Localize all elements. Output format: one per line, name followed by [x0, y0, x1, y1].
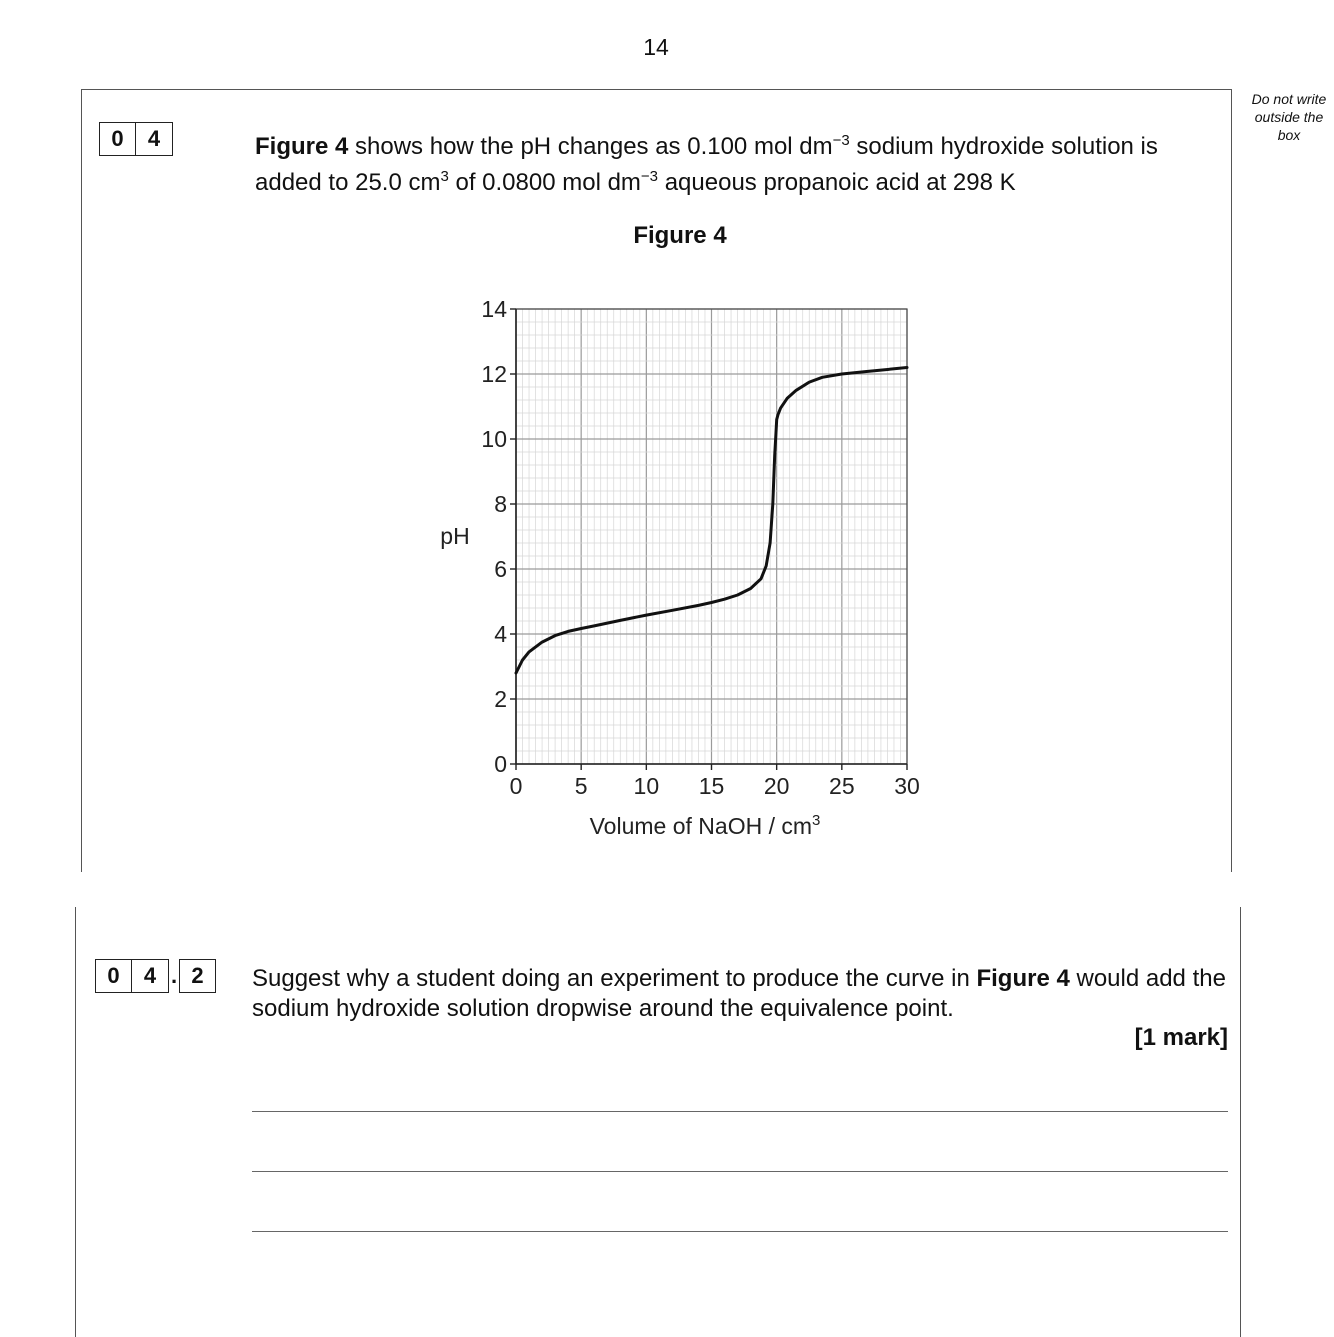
y-tick-label: 8	[494, 491, 507, 517]
x-tick-label: 20	[763, 773, 790, 799]
y-tick-label: 6	[494, 556, 507, 582]
question-number-digit: 4	[132, 959, 169, 993]
answer-line[interactable]	[252, 1171, 1228, 1172]
question-number-digit: 0	[99, 122, 136, 156]
y-axis-label: pH	[440, 523, 470, 549]
margin-note: Do not write outside the box	[1251, 91, 1327, 143]
superscript: 3	[440, 168, 449, 185]
y-tick-label: 2	[494, 686, 507, 712]
x-tick-label: 15	[698, 773, 725, 799]
x-axis-label	[590, 812, 821, 839]
mark-allocation: [1 mark]	[1134, 1024, 1228, 1051]
text-run: of 0.0800 mol dm	[448, 169, 641, 196]
superscript: −3	[640, 168, 659, 185]
y-tick-label: 14	[481, 296, 507, 322]
question-04-2-text	[252, 964, 1227, 1024]
y-tick-label: 12	[481, 361, 507, 387]
x-axis-label-superscript: 3	[812, 812, 821, 829]
x-tick-label: 5	[574, 773, 588, 799]
text-run: sodium hydroxide solution is added to 25.0 cm	[255, 133, 1158, 196]
question-number-04-2	[95, 959, 216, 993]
text-run: shows how the pH changes as 0.100 mol dm	[348, 133, 833, 160]
answer-line[interactable]	[252, 1111, 1228, 1112]
text-run: would add the sodium hydroxide solution dropwise around the equivalence point.	[252, 965, 1226, 1022]
x-tick-label: 25	[829, 773, 855, 799]
bold-reference: Figure 4	[976, 965, 1070, 992]
y-tick-label: 10	[481, 426, 507, 452]
bold-reference: Figure 4	[255, 133, 349, 160]
page-number: 14	[643, 34, 669, 60]
x-tick-label: 0	[509, 773, 523, 799]
question-number-separator: .	[170, 963, 178, 988]
text-run: aqueous propanoic acid at 298 K	[658, 169, 1016, 196]
text-run: Suggest why a student doing an experiment to produce the curve in	[252, 965, 977, 992]
x-tick-label: 10	[633, 773, 660, 799]
x-axis-label-text: Volume of NaOH / cm	[589, 813, 813, 839]
question-number-digit: 2	[179, 959, 216, 993]
y-tick-label: 0	[494, 751, 507, 777]
question-number-digit: 0	[95, 959, 132, 993]
x-tick-label: 30	[894, 773, 920, 799]
superscript: −3	[832, 132, 850, 149]
question-number-digit: 4	[136, 122, 173, 156]
y-tick-label: 4	[494, 621, 507, 647]
answer-line[interactable]	[252, 1231, 1228, 1232]
figure-title: Figure 4	[633, 222, 727, 249]
